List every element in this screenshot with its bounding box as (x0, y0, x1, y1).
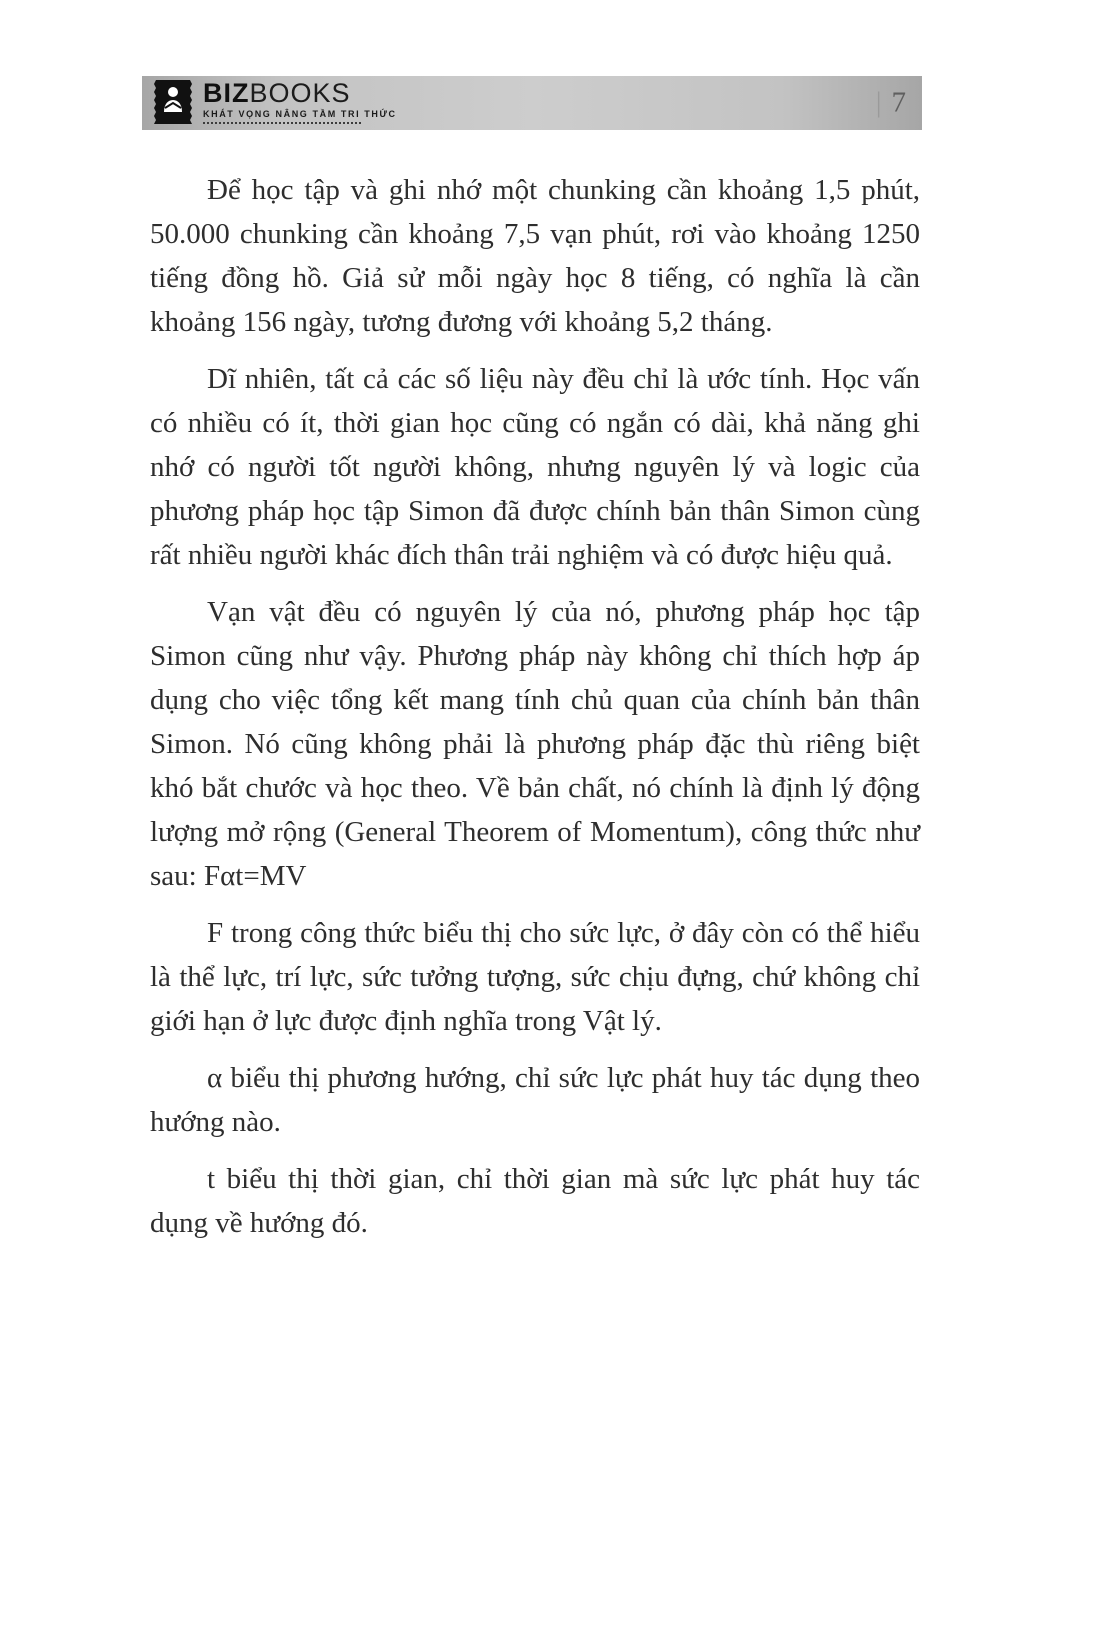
brand-books: BOOKS (249, 78, 351, 108)
page-body-text (150, 168, 920, 1258)
page-number-separator: | (875, 86, 882, 119)
paragraph: F trong công thức biểu thị cho sức lực, ở đây còn có thể hiểu là thể lực, trí lực, sức tưởng tượng, sức chịu đựng, chứ không chỉ giới hạn ở lực được định nghĩa trong Vật lý. (150, 917, 920, 1037)
paragraph: α biểu thị phương hướng, chỉ sức lực phát huy tác dụng theo hướng nào. (150, 1062, 920, 1138)
page-header (142, 76, 922, 130)
brand-name (203, 80, 397, 107)
dotted-divider (203, 122, 361, 124)
paragraph: Vạn vật đều có nguyên lý của nó, phương pháp học tập Simon cũng như vậy. Phương pháp này không chỉ thích hợp áp dụng cho việc tổng kết mang tính chủ quan của chính bản thân Simon. Nó cũng không phải là phương pháp đặc thù riêng biệt khó bắt chước và học theo. Về bản chất, nó chính là định lý động lượng mở rộng (General Theorem of Momentum), công thức như sau: Fαt=MV (150, 596, 920, 892)
bizbooks-logo-icon (152, 78, 194, 124)
brand-text (203, 78, 397, 124)
brand-biz: BIZ (203, 78, 250, 108)
paragraph: Để học tập và ghi nhớ một chunking cần khoảng 1,5 phút, 50.000 chunking cần khoảng 7,5 vạn phút, rơi vào khoảng 1250 tiếng đồng hồ. Giả sử mỗi ngày học 8 tiếng, có nghĩa là cần khoảng 156 ngày, tương đương với khoảng 5,2 tháng. (150, 174, 920, 338)
page-number (876, 87, 906, 120)
page-number-value: 7 (891, 86, 906, 119)
brand-tagline: KHÁT VỌNG NÂNG TẦM TRI THỨC (203, 109, 397, 119)
bizbooks-logo (152, 78, 397, 124)
paragraph: t biểu thị thời gian, chỉ thời gian mà sức lực phát huy tác dụng về hướng đó. (150, 1163, 920, 1239)
paragraph: Dĩ nhiên, tất cả các số liệu này đều chỉ là ước tính. Học vấn có nhiều có ít, thời gian học cũng có ngắn có dài, khả năng ghi nhớ có người tốt người không, nhưng nguyên lý và logic của phương pháp học tập Simon đã được chính bản thân Simon cùng rất nhiều người khác đích thân trải nghiệm và có được hiệu quả. (150, 363, 920, 571)
